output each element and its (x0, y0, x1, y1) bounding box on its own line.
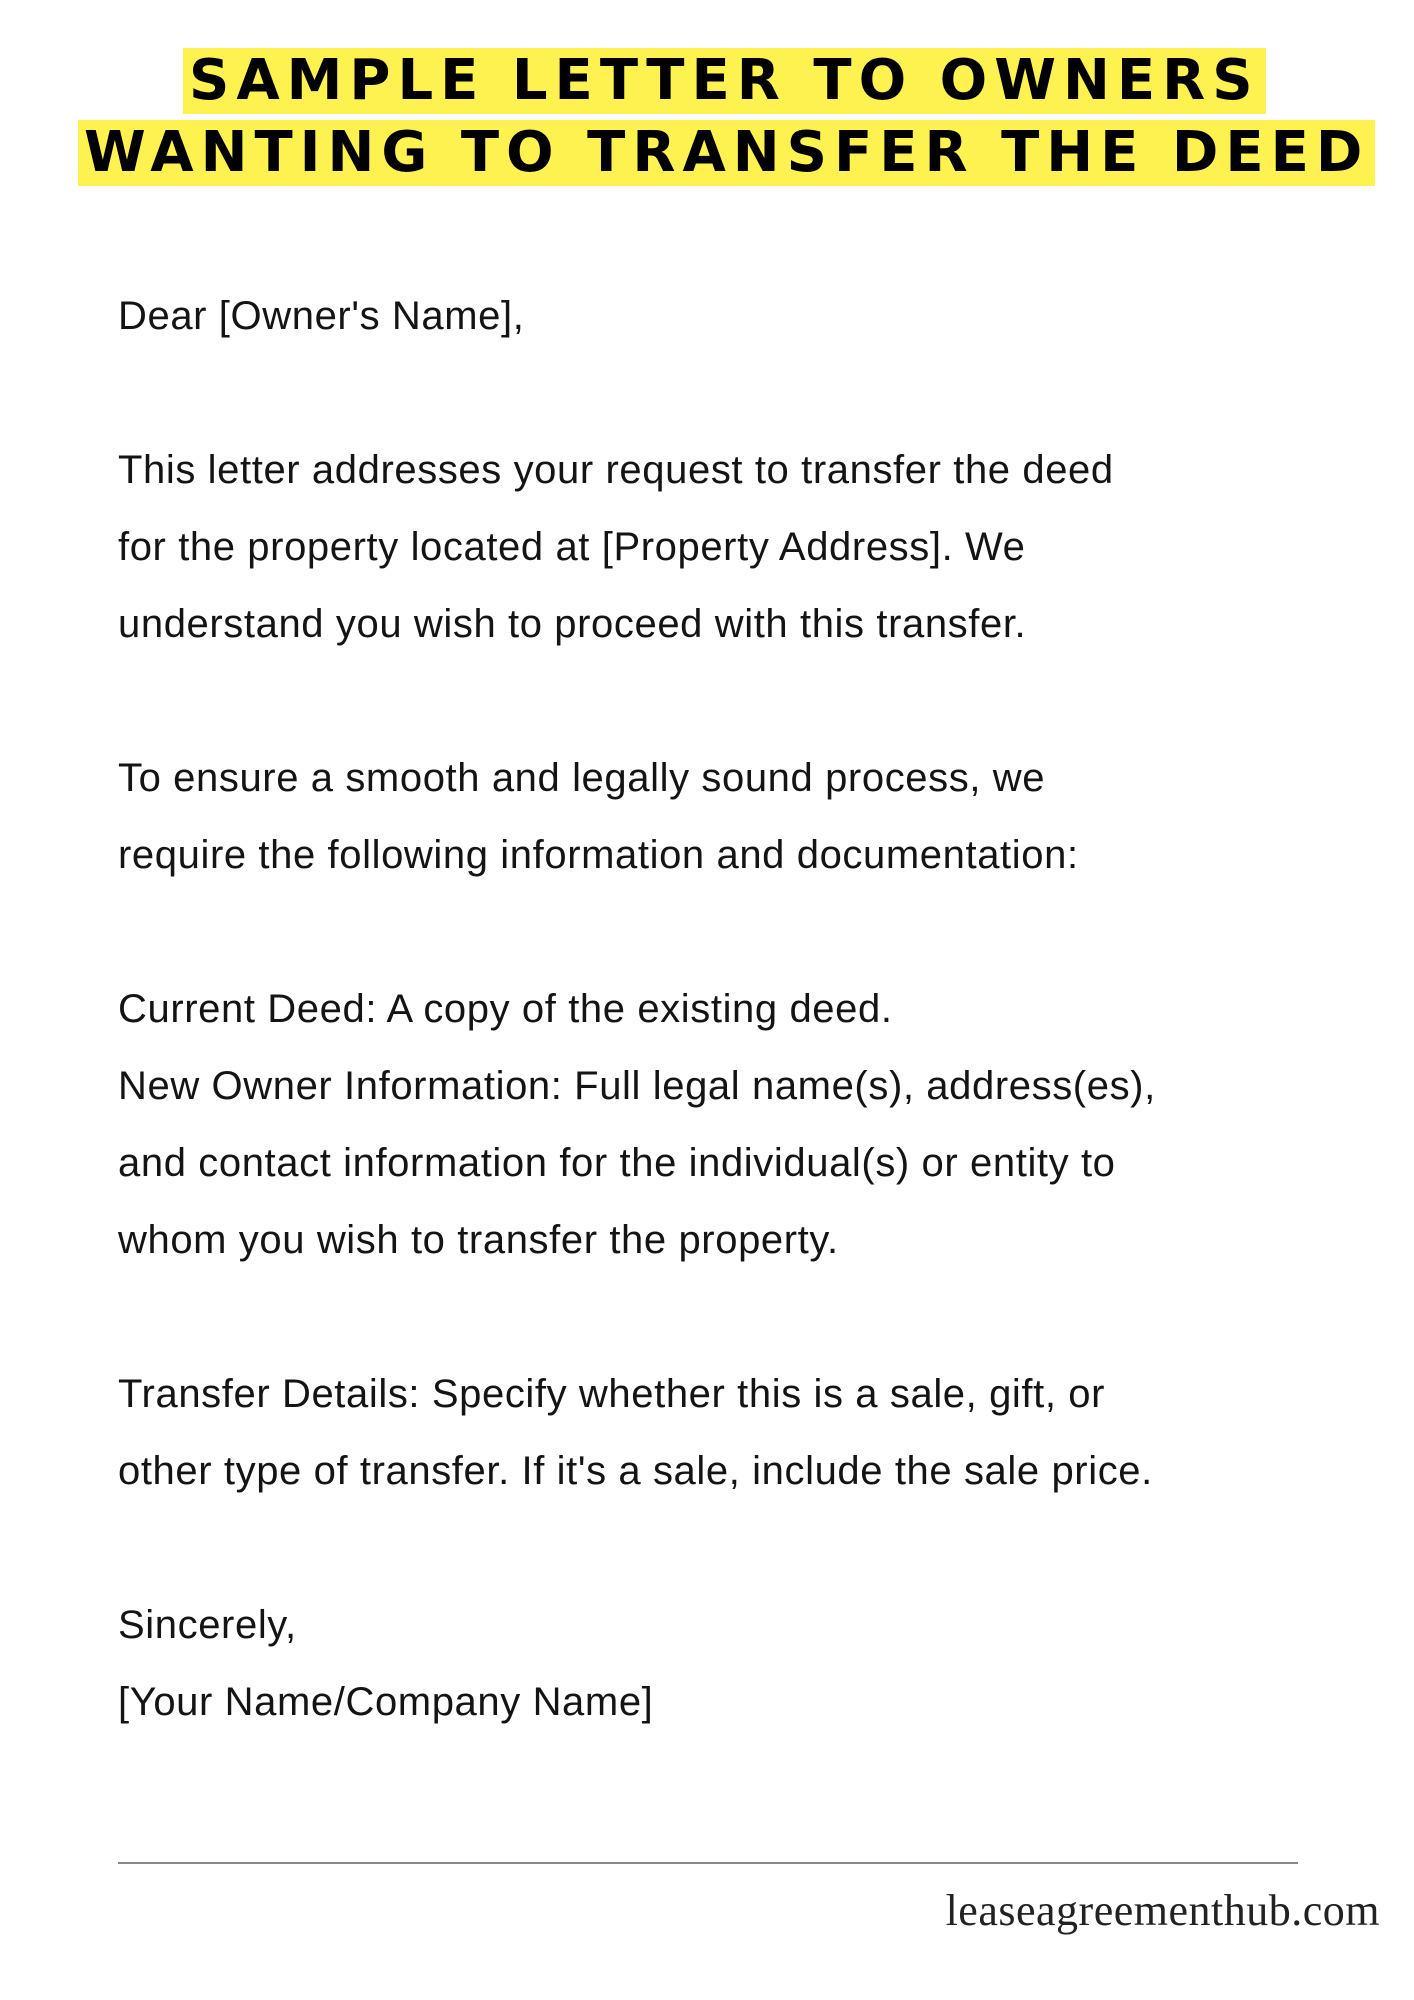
letter-body (118, 278, 1338, 1741)
paragraph-spacer (118, 355, 1338, 432)
footer-divider (118, 1862, 1298, 1864)
paragraph-3-line-2: other type of transfer. If it's a sale, include the sale price. (118, 1449, 1153, 1493)
title-line-2: WANTING TO TRANSFER THE DEED (78, 120, 1375, 186)
paragraph-1-line-1: This letter addresses your request to transfer the deed (118, 448, 1114, 492)
list-item-new-owner-line-3: whom you wish to transfer the property. (118, 1218, 839, 1262)
footer-brand: leaseagreementhub.com (945, 1886, 1380, 1935)
signature: [Your Name/Company Name] (118, 1680, 654, 1724)
paragraph-spacer (118, 894, 1338, 971)
title-line-1: SAMPLE LETTER TO OWNERS (183, 48, 1266, 114)
paragraph-1-line-2: for the property located at [Property Address]. We (118, 525, 1026, 569)
closing: Sincerely, (118, 1603, 297, 1647)
list-item-current-deed: Current Deed: A copy of the existing deed. (118, 987, 893, 1031)
paragraph-spacer (118, 663, 1338, 740)
list-item-new-owner-line-2: and contact information for the individual(s) or entity to (118, 1141, 1116, 1185)
list-item-new-owner-line-1: New Owner Information: Full legal name(s), address(es), (118, 1064, 1156, 1108)
paragraph-spacer (118, 1279, 1338, 1356)
paragraph-2-line-2: require the following information and documentation: (118, 833, 1079, 877)
paragraph-3-line-1: Transfer Details: Specify whether this is a sale, gift, or (118, 1372, 1106, 1416)
paragraph-1-line-3: understand you wish to proceed with this transfer. (118, 602, 1027, 646)
paragraph-spacer (118, 1510, 1338, 1587)
paragraph-2-line-1: To ensure a smooth and legally sound process, we (118, 756, 1046, 800)
salutation: Dear [Owner's Name], (118, 294, 525, 338)
